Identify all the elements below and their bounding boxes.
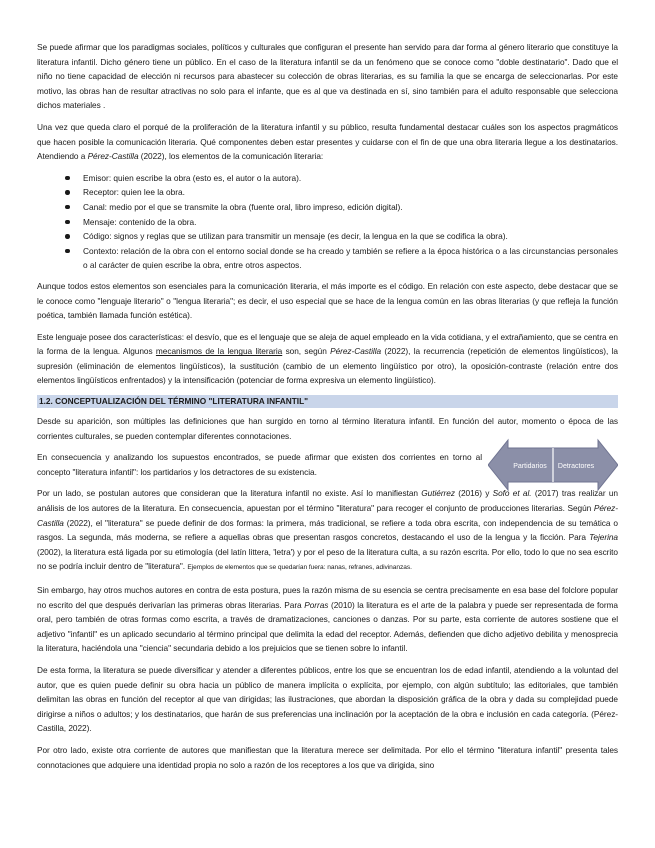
- paragraph-aparicion: Desde su aparición, son múltiples las definiciones que han surgido en torno al término literatura infantil. En función del autor, momento o época de las corrientes culturales, se pueden contemplar diferentes connotaciones.: [37, 416, 618, 441]
- author-citation: Pérez-Castilla: [87, 151, 139, 162]
- partidarios-label: Partidarios: [513, 463, 547, 471]
- list-item: Mensaje: contenido de la obra.: [65, 215, 618, 230]
- double-arrow-diagram: [488, 438, 618, 492]
- section-heading: 1.2. CONCEPTUALIZACIÓN DEL TÉRMINO "LITERATURA INFANTIL": [37, 395, 618, 408]
- author-citation: Porras: [304, 599, 329, 610]
- paragraph-en-contra: Sin embargo, hay otros muchos autores en contra de esta postura, pues la razón misma de su esencia se centra precisamente en esa base del folclore popular no escrito del que después derivarían las primeras obras literarias. Para Porras (2010) la literatura es el arte de la palabra y puede ser representada de forma oral, pero también de otras formas como escrita, a través de dramatizaciones, canciones o danzas. Por su parte, esta corriente de autores sostiene que el adjetivo "infantil" es un aplicado secundario al término principal que delimita la edad del receptor. Además, defienden que dicho adjetivo debilita y menosprecia la literatura, haciéndola una "ciencia" secundaria debido a los prejuicios que se tienen sobre lo infantil.: [37, 585, 618, 654]
- paragraph-diversificar: De esta forma, la literatura se puede diversificar y atender a diferentes públicos, entre los que se encuentran los de edad infantil, atendiendo a la voluntad del autor, que es quien puede definir su obra hacia un público de manera implícita o explícita, por ejemplo, con algún subtítulo; las editoriales, que también delimitan las obras en función del receptor al que van dirigidas; las ilustraciones, que abordan la disposición gráfica de la obra y dada su complejidad puede dirigirse a niños o adultos; y los destinatarios, que harán de sus preferencias una inclinación por la aceptación de la obra e inclusión en cada categoría. (Pérez-Castilla, 2022).: [37, 664, 618, 734]
- list-item: Receptor: quien lee la obra.: [65, 185, 618, 200]
- author-citation: Gutiérrez: [421, 488, 455, 499]
- bullet-icon: [65, 190, 70, 195]
- bullet-icon: [65, 176, 70, 181]
- detractores-label: Detractores: [557, 463, 595, 471]
- bullet-icon: [65, 249, 70, 254]
- bullet-icon: [65, 234, 70, 239]
- corrientes-block: [37, 450, 618, 479]
- bullet-icon: [65, 205, 70, 210]
- author-citation: Pérez-Castilla: [330, 346, 382, 357]
- document-page: [37, 40, 618, 779]
- list-item: Código: signos y reglas que se utilizan para transmitir un mensaje (es decir, la lengua en la que se codifica la obra).: [65, 229, 618, 244]
- paragraph-doble-destinatario: Se puede afirmar que los paradigmas sociales, políticos y culturales que configuran el presente han servido para dar forma al género literario que constituye la literatura infantil. Dicho género tiene un público. En el caso de la literatura infantil se da un fenómeno que se conoce como "doble destinatario". Dado que el niño no tiene capacidad de elección ni recursos para abastecer su colección de obras literarias, es su familia la que se encarga de seleccionarlas. Por este motivo, las obras han de resultar atractivas no solo para el infante, que es al que va destinada en sí, sino también para el adulto responsable que selecciona dichos materiales .: [37, 42, 618, 111]
- bullet-icon: [65, 220, 70, 225]
- paragraph-corrientes: En consecuencia y analizando los supuestos encontrados, se puede afirmar que existen dos corrientes en torno al concepto "literatura infantil": los partidarios y los detractores de su existencia.: [37, 452, 482, 477]
- paragraph-delimitada: Por otro lado, existe otra corriente de autores que manifiestan que la literatura merece ser delimitada. Por ello el término "literatura infantil" presenta tales connotaciones que adquiere una identidad propia no solo a razón de los receptores a los que va dirigida, sino: [37, 744, 618, 770]
- author-citation: Tejerina: [589, 532, 618, 543]
- paragraph-comunicacion-literaria: Una vez que queda claro el porqué de la proliferación de la literatura infantil y su público, resulta fundamental destacar cuáles son los aspectos pragmáticos que hacen posible la comunicación literaria. Qué componentes deben estar presentes y cuidarse con el fin de que una obra literaria llegue a los destinatarios. Atendiendo a Pérez-Castilla (2022), los elementos de la comunicación literaria:: [37, 121, 618, 162]
- paragraph-codigo: Aunque todos estos elementos son esenciales para la comunicación literaria, el más importe es el código. En relación con este aspecto, debe destacar que se le conoce como "lenguaje literario" o "lengua literaria"; es decir, el uso especial que se hace de la lengua común en las obras literarias (y que refleja la función poética, también llamada función estética).: [37, 280, 618, 321]
- paragraph-no-existe: Por un lado, se postulan autores que consideran que la literatura infantil no existe. Así lo manifiestan Gutiérrez (2016) y Sofo et al. (2017) tras realizar un análisis de los autores de la literatura. En consecuencia, apuestan por el término "literatura" para recoger el conjunto de producciones literarias. Según Pérez-Castilla (2022), el "literatura" se puede definir de dos formas: la primera, más tradicional, se refiere a toda obra escrita, con independencia de su temática o rasgos. La segunda, más moderna, se refiere a aquellas obras que presentan rasgos concretos, destacando el uso de la lengua y la ficción. Para Tejerina (2002), la literatura está ligada por su etimología (del latín littera, 'letra') y por el peso de la literatura culta, a su razón escrita. Por ello, todo lo que no sea escrito no se podría incluir dentro de "literatura". Ejemplos de elementos que se quedarían fuera: nanas, refranes, adivinanzas.: [37, 488, 618, 572]
- list-item: Canal: medio por el que se transmite la obra (fuente oral, libro impreso, edición digital).: [65, 200, 618, 215]
- mecanismos-link[interactable]: mecanismos de la lengua literaria: [155, 346, 283, 357]
- author-citation: Sofo et al.: [492, 488, 532, 499]
- paragraph-caracteristicas: Este lenguaje posee dos características: el desvío, que es el lenguaje que se aleja de aquel empleado en la vida cotidiana, y el extrañamiento, que se centra en la forma de la lengua. Algunos mecanismos de la lengua literaria son, según Pérez-Castilla (2022), la recurrencia (repetición de elementos lingüísticos), la supresión (eliminación de elementos lingüísticos), la sustitución (cambio de un elemento lingüístico por otro), la oposición-contraste (relación entre dos elementos lingüísticos enfrentados) y la intensificación (potenciar de forma expresiva un elemento lingüístico).: [37, 331, 618, 386]
- elements-list: [37, 171, 618, 273]
- list-item: Emisor: quien escribe la obra (esto es, el autor o la autora).: [65, 171, 618, 186]
- examples-note: Ejemplos de elementos que se quedarían fuera: nanas, refranes, adivinanzas.: [187, 564, 412, 572]
- list-item: Contexto: relación de la obra con el entorno social donde se ha creado y también se refiere a la época histórica o a las circunstancias personales o al carácter de quien escribe la obra, entre otros aspectos.: [65, 244, 618, 273]
- author-citation: Pérez-Castilla: [37, 503, 618, 528]
